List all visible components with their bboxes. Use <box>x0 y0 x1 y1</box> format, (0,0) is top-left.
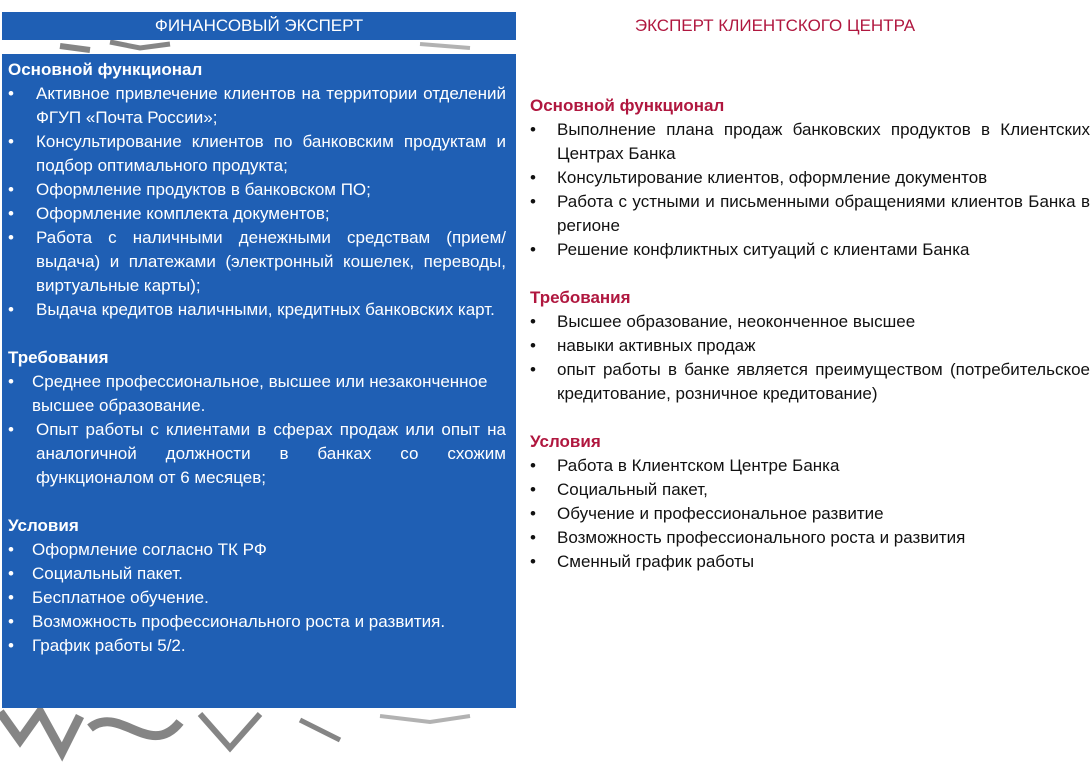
financial-expert-panel <box>2 54 516 708</box>
list-item: • Оформление продуктов в банковском ПО; <box>8 178 506 202</box>
left-functional-heading: Основной функционал <box>8 60 203 79</box>
financial-expert-title: ФИНАНСОВЫЙ ЭКСПЕРТ <box>2 12 516 40</box>
list-item: • Выдача кредитов наличными, кредитных банковских карт. <box>8 298 506 322</box>
list-item: • Консультирование клиентов по банковским продуктам и подбор оптимального продукта; <box>8 130 506 178</box>
right-requirements-heading: Требования <box>530 288 631 307</box>
list-item: • Обучение и профессиональное развитие <box>530 502 1090 526</box>
right-conditions-list <box>530 454 1090 574</box>
list-item: • Работа с устными и письменными обращениями клиентов Банка в регионе <box>530 190 1090 238</box>
list-item: • Возможность профессионального роста и развития <box>530 526 1090 550</box>
list-item: • Работа в Клиентском Центре Банка <box>530 454 1090 478</box>
list-item: • Консультирование клиентов, оформление документов <box>530 166 1090 190</box>
left-conditions-heading: Условия <box>8 516 79 535</box>
right-conditions-heading: Условия <box>530 432 601 451</box>
list-item: • опыт работы в банке является преимуществом (потребительское кредитование, розничное кредитование) <box>530 358 1090 406</box>
left-conditions-list <box>8 538 506 658</box>
list-item: • Оформление согласно ТК РФ <box>8 538 506 562</box>
list-item: • Возможность профессионального роста и развития. <box>8 610 506 634</box>
left-requirements-heading: Требования <box>8 348 109 367</box>
list-item: • Социальный пакет. <box>8 562 506 586</box>
right-functional-heading: Основной функционал <box>530 96 725 115</box>
list-item: • Высшее образование, неоконченное высшее <box>530 310 1090 334</box>
list-item: • Опыт работы с клиентами в сферах продаж или опыт на аналогичной должности в банках со схожим функционалом от 6 месяцев; <box>8 418 506 490</box>
client-center-expert-title: ЭКСПЕРТ КЛИЕНТСКОГО ЦЕНТРА <box>634 16 916 35</box>
list-item: • Социальный пакет, <box>530 478 1090 502</box>
list-item: • Работа с наличными денежными средствам (прием/выдача) и платежами (электронный кошелек, переводы, виртуальные карты); <box>8 226 506 298</box>
left-functional-list <box>8 82 506 322</box>
left-requirements-list <box>8 370 506 490</box>
list-item: • навыки активных продаж <box>530 334 1090 358</box>
list-item: • Оформление комплекта документов; <box>8 202 506 226</box>
client-center-expert-panel <box>530 94 1090 694</box>
list-item: • Бесплатное обучение. <box>8 586 506 610</box>
list-item: • Сменный график работы <box>530 550 1090 574</box>
list-item: • Решение конфликтных ситуаций с клиентами Банка <box>530 238 1090 262</box>
list-item: • График работы 5/2. <box>8 634 506 658</box>
list-item: • Выполнение плана продаж банковских продуктов в Клиентских Центрах Банка <box>530 118 1090 166</box>
list-item: • Активное привлечение клиентов на территории отделений ФГУП «Почта России»; <box>8 82 506 130</box>
right-functional-list <box>530 118 1090 262</box>
list-item: • Среднее профессиональное, высшее или незаконченное высшее образование. <box>8 370 506 418</box>
right-requirements-list <box>530 310 1090 406</box>
